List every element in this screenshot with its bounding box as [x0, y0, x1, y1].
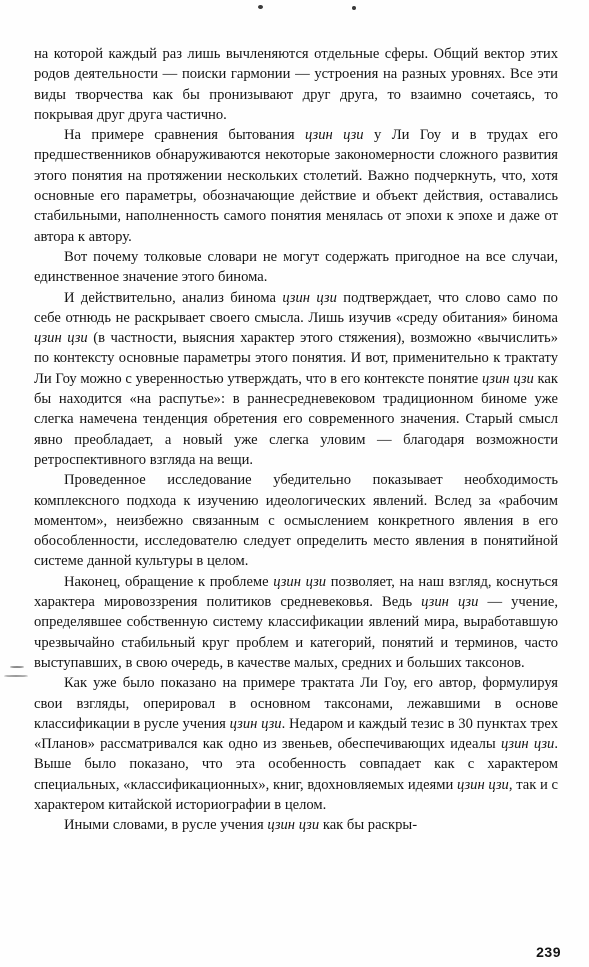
text-run: , так и с характером китайской историографии в целом.	[34, 776, 558, 813]
text-run: как бы находится «на распутье»: в раннесредневековом традиционном биноме уже слегка намечена тенденция обретения его современного значения. Старый смысл явно преобладает, а новый уже слегка уловим — благодаря возможности ретроспективного взгляда на вещи.	[34, 370, 558, 468]
print-speck	[4, 675, 28, 677]
text-run: Наконец, обращение к проблеме	[64, 573, 274, 590]
text-run: Проведенное исследование убедительно показывает необходимость комплексного подхода к изучению идеологических явлений. Вслед за «рабочим моментом», неизбежно связанным с осмыслением конкретного явления в его обособленности, исследователю следует определить место явления в понятийной системе данной культуры в целом.	[34, 472, 558, 570]
page-number: 239	[536, 944, 561, 960]
text-run: Иными словами, в русле учения	[64, 817, 268, 834]
italic-term: цзин цзи	[267, 817, 320, 834]
text-run: (в частности, выясния характер этого стяжения), возможно «вычислить» по контексту основные параметры этого понятия. И вот, применительно к трактату Ли Гоу можно с уверенностью утверждать, что в его контексте понятие	[34, 330, 558, 387]
print-speck	[258, 5, 263, 9]
italic-term: цзин цзи	[457, 776, 509, 793]
text-run: Как уже было показано на примере трактата Ли Гоу, его автор, формулируя свои взгляды, оперировал в основном таксонами, лежавшими в основе классификации в русле учения	[34, 675, 558, 732]
print-speck	[10, 666, 24, 668]
paragraph	[34, 470, 558, 571]
text-run: . Недаром и каждый тезис в 30 пунктах трех «Планов» рассматривался как одно из звеньев, обеспечивающих идеалы	[34, 715, 558, 753]
italic-term: цзин цзи	[421, 594, 479, 611]
italic-term: цзин цзи	[34, 330, 88, 347]
text-run: На примере сравнения бытования	[64, 127, 306, 144]
italic-term: цзин цзи	[229, 715, 282, 732]
italic-term: цзин цзи	[500, 736, 555, 753]
paragraph	[34, 815, 558, 835]
paragraph	[34, 673, 558, 815]
italic-term: цзин цзи	[481, 370, 534, 387]
italic-term: цзин цзи	[282, 289, 337, 306]
text-run: Вот почему толковые словари не могут содержать пригодное на все случаи, единственное значение этого бинома.	[34, 248, 558, 286]
paragraph	[34, 247, 558, 288]
paragraph	[34, 125, 558, 247]
text-run: . Выше было показано, что эта особенность совпадает как с характером специальных, «классификационных», книг, вдохновляемых идеями	[34, 736, 559, 793]
text-run: как бы раскры-	[319, 817, 418, 834]
paragraph	[34, 44, 558, 125]
text-run: — учение, определявшее собственную систему классификации явлений мира, выработавшую чрезвычайно стабильный круг проблем и категорий, понятий и терминов, часто выступавших, в свою очередь, в качестве малых, средних и больших таксонов.	[34, 594, 558, 671]
text-run: на которой каждый раз лишь вычленяются отдельные сферы. Общий вектор этих родов деятельности — поиски гармонии — устроения на разных уровнях. Все эти виды творчества как бы пронизывают друг друга, то взаимно сочетаясь, то покрывая друг друга частично.	[34, 46, 558, 123]
paragraph	[34, 572, 558, 673]
text-run: подтверждает, что слово само по себе отнюдь не раскрывает своего смысла. Лишь изучив «среду обитания» бинома	[34, 289, 558, 326]
print-speck	[352, 6, 356, 10]
text-run: И действительно, анализ бинома	[64, 289, 283, 306]
body-text	[34, 44, 558, 836]
italic-term: цзин цзи	[273, 573, 327, 590]
text-run: у Ли Гоу и в трудах его предшественников обнаруживаются некоторые закономерности сложного развития этого понятия на протяжении нескольких столетий. Важно подчеркнуть, что, хотя основные его параметры, обозначающие действие и объект действия, оставались стабильными, наполненность самого понятия менялась от эпохи к эпохе и даже от автора к автору.	[34, 127, 558, 245]
text-run: позволяет, на наш взгляд, коснуться характера мировоззрения политиков средневековья. Ведь	[34, 573, 558, 611]
paragraph	[34, 288, 558, 471]
italic-term: цзин цзи	[305, 127, 364, 144]
